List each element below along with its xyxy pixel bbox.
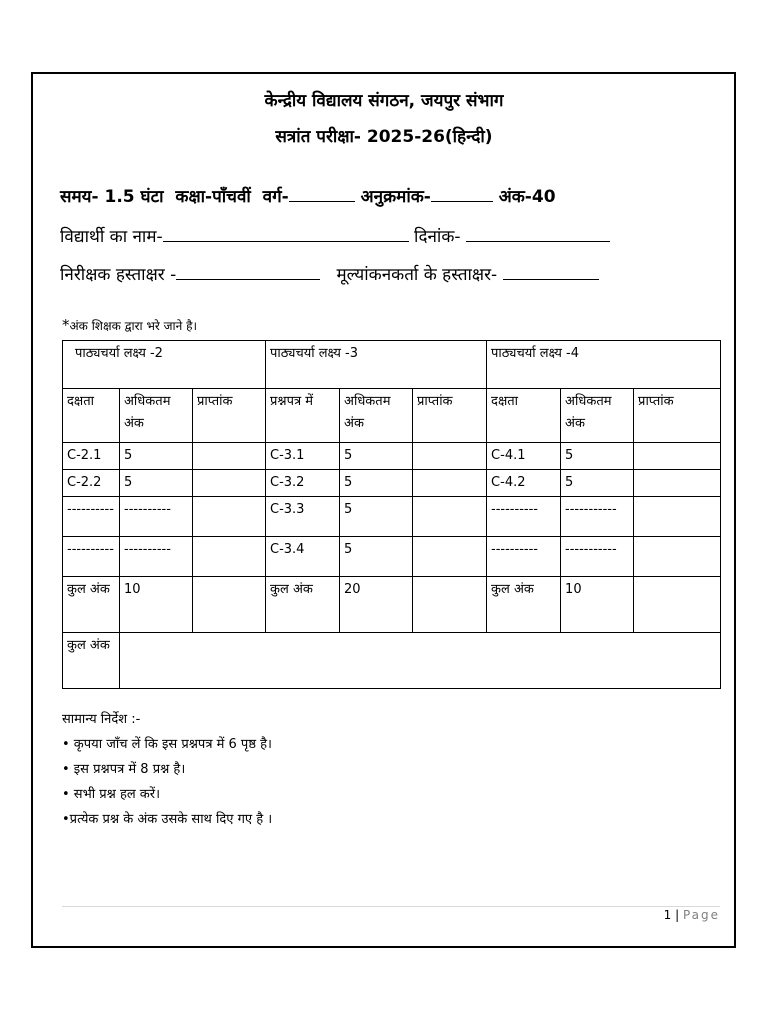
info-line-3: [60, 262, 599, 285]
table-cell: 5: [340, 443, 413, 470]
total-marks-label: अंक-40: [498, 187, 556, 207]
date-label: दिनांक-: [414, 227, 461, 247]
totals-row: [63, 577, 721, 633]
info-line-2: [60, 224, 610, 247]
section-label: वर्ग-: [262, 187, 289, 207]
table-cell: C-4.1: [487, 443, 561, 470]
table-row: [63, 443, 721, 470]
instructions-title: सामान्य निर्देश :-: [62, 712, 141, 727]
score-cell[interactable]: [193, 443, 266, 470]
note-text: अंक शिक्षक द्वारा भरे जाने है।: [69, 319, 198, 333]
score-cell[interactable]: [634, 577, 721, 633]
table-cell: ----------: [120, 497, 193, 537]
score-cell[interactable]: [193, 470, 266, 497]
grand-total-label: कुल अंक: [63, 633, 120, 689]
grand-total-cell[interactable]: [120, 633, 721, 689]
instruction-item: • इस प्रश्नपत्र में 8 प्रश्न है।: [62, 762, 186, 777]
table-cell: C-4.2: [487, 470, 561, 497]
score-cell[interactable]: [634, 443, 721, 470]
table-cell: 5: [340, 537, 413, 577]
marks-table: [62, 340, 721, 689]
score-cell[interactable]: [193, 537, 266, 577]
total-label: कुल अंक: [266, 577, 340, 633]
table-cell: 5: [120, 443, 193, 470]
student-name-field[interactable]: [163, 227, 409, 242]
table-cell: C-2.2: [63, 470, 120, 497]
score-cell[interactable]: [413, 497, 487, 537]
grand-total-row: [63, 633, 721, 689]
invigilator-sign-label: निरीक्षक हस्ताक्षर -: [60, 265, 177, 285]
col-header: अधिकतम अंक: [561, 389, 634, 443]
total-value: 20: [340, 577, 413, 633]
score-cell[interactable]: [193, 497, 266, 537]
table-cell: C-3.4: [266, 537, 340, 577]
col-header: दक्षता: [487, 389, 561, 443]
col-header: प्रश्नपत्र में: [266, 389, 340, 443]
table-row: [63, 537, 721, 577]
table-cell: 5: [561, 470, 634, 497]
score-cell[interactable]: [413, 443, 487, 470]
evaluator-sign-field[interactable]: [503, 265, 599, 280]
table-cell: C-3.1: [266, 443, 340, 470]
table-cell: ----------: [487, 497, 561, 537]
time-label: समय- 1.5 घंटा: [60, 187, 164, 207]
table-cell: C-3.2: [266, 470, 340, 497]
instruction-item: •प्रत्येक प्रश्न के अंक उसके साथ दिए गए है ।: [62, 812, 273, 827]
table-cell: 5: [340, 470, 413, 497]
score-cell[interactable]: [634, 537, 721, 577]
page-separator: |: [675, 908, 680, 922]
table-cell: ----------: [63, 497, 120, 537]
evaluator-sign-label: मूल्यांकनकर्ता के हस्ताक्षर-: [336, 265, 498, 285]
goal-2-header: पाठ्यचर्या लक्ष्य -2: [63, 341, 266, 389]
goal-4-header: पाठ्यचर्या लक्ष्य -4: [487, 341, 721, 389]
column-header-row: [63, 389, 721, 443]
table-cell: -----------: [561, 497, 634, 537]
goal-row: [63, 341, 721, 389]
table-cell: 5: [340, 497, 413, 537]
table-cell: ----------: [120, 537, 193, 577]
total-value: 10: [120, 577, 193, 633]
note-star: *: [62, 316, 70, 334]
school-title: केन्द्रीय विद्यालय संगठन, जयपुर संभाग: [264, 91, 504, 111]
instruction-item: • सभी प्रश्न हल करें।: [62, 787, 161, 802]
score-cell[interactable]: [634, 470, 721, 497]
score-cell[interactable]: [413, 470, 487, 497]
roll-field[interactable]: [431, 187, 493, 202]
col-header: अधिकतम अंक: [120, 389, 193, 443]
table-cell: ----------: [63, 537, 120, 577]
total-label: कुल अंक: [63, 577, 120, 633]
table-cell: ----------: [487, 537, 561, 577]
footer-divider: [62, 906, 720, 907]
table-row: [63, 470, 721, 497]
section-field[interactable]: [289, 187, 355, 202]
date-field[interactable]: [466, 227, 610, 242]
col-header: प्राप्तांक: [634, 389, 721, 443]
total-label: कुल अंक: [487, 577, 561, 633]
exam-title: सत्रांत परीक्षा- 2025-26(हिन्दी): [275, 127, 493, 147]
score-cell[interactable]: [413, 577, 487, 633]
col-header: अधिकतम अंक: [340, 389, 413, 443]
page-label: Page: [682, 908, 720, 922]
info-line-1: [60, 184, 556, 207]
score-cell[interactable]: [193, 577, 266, 633]
student-name-label: विद्यार्थी का नाम-: [60, 227, 163, 247]
table-cell: C-3.3: [266, 497, 340, 537]
col-header: प्राप्तांक: [413, 389, 487, 443]
score-cell[interactable]: [413, 537, 487, 577]
col-header: प्राप्तांक: [193, 389, 266, 443]
invigilator-sign-field[interactable]: [176, 265, 320, 280]
table-cell: C-2.1: [63, 443, 120, 470]
roll-label: अनुक्रमांक-: [360, 187, 431, 207]
marks-note: [62, 316, 197, 334]
instruction-item: • कृपया जाँच लें कि इस प्रश्नपत्र में 6 पृष्ठ है।: [62, 737, 272, 752]
table-row: [63, 497, 721, 537]
table-cell: -----------: [561, 537, 634, 577]
total-value: 10: [561, 577, 634, 633]
score-cell[interactable]: [634, 497, 721, 537]
class-label: कक्षा-पाँचवीं: [175, 187, 251, 207]
page-number: 1: [663, 908, 672, 922]
table-cell: 5: [120, 470, 193, 497]
table-cell: 5: [561, 443, 634, 470]
page-footer: [664, 908, 720, 922]
col-header: दक्षता: [63, 389, 120, 443]
general-instructions: [62, 707, 272, 832]
goal-3-header: पाठ्यचर्या लक्ष्य -3: [266, 341, 487, 389]
